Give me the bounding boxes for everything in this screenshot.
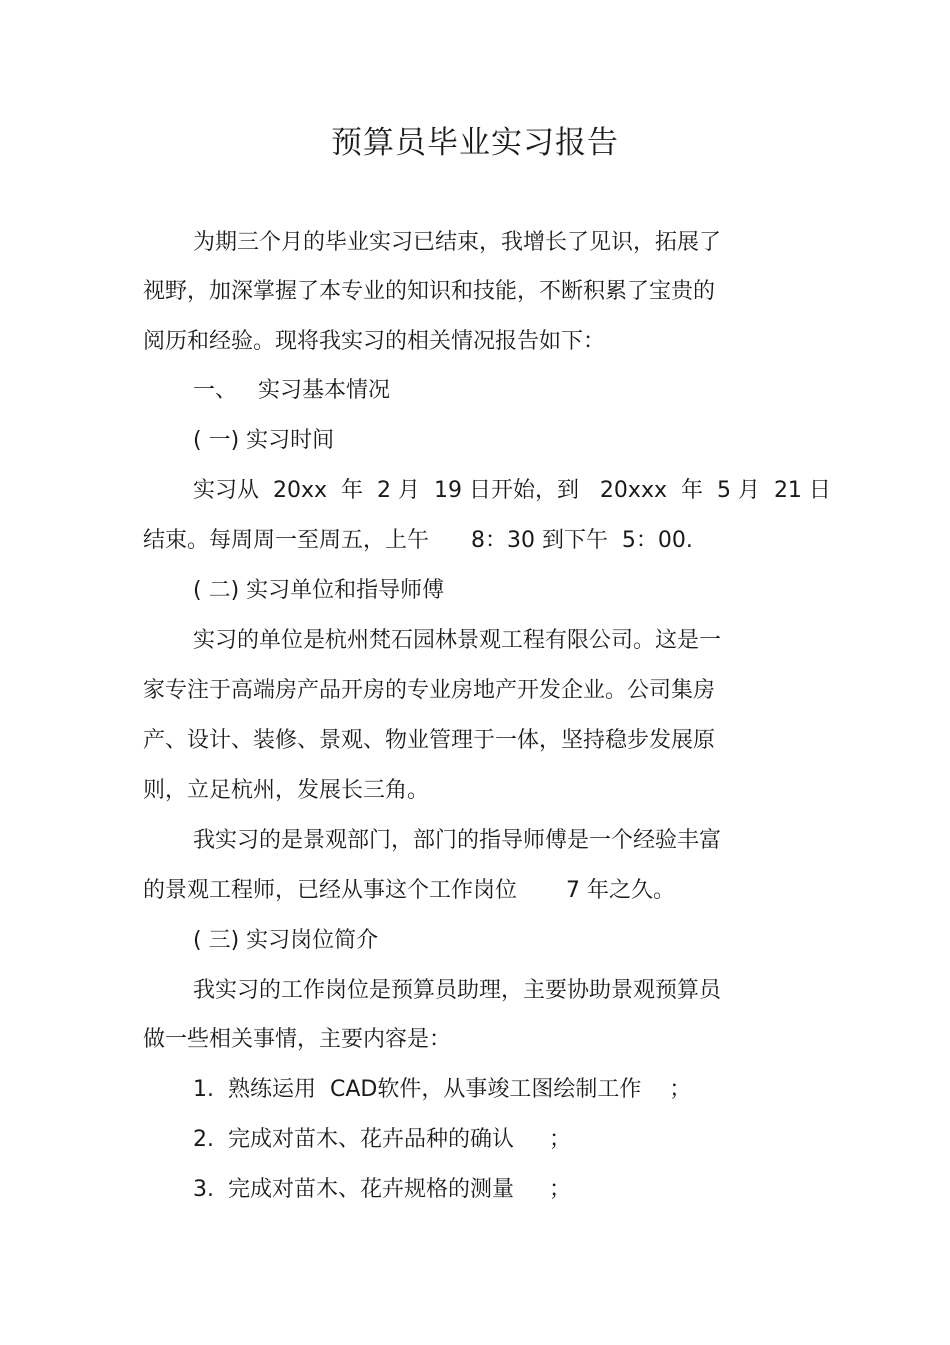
paragraph-line: 2. 完成对苗木、花卉品种的确认 ； <box>193 1127 571 1152</box>
paragraph-line: 家专注于高端房产品开房的专业房地产开发企业。公司集房 <box>143 678 716 703</box>
paragraph-line: 的景观工程师，已经从事这个工作岗位 7 年之久。 <box>143 878 675 903</box>
paragraph-line: 实习的单位是杭州梵石园林景观工程有限公司。这是一 <box>193 628 722 653</box>
paragraph-line: 结束。每周周一至周五，上午 8：30 到下午 5：00. <box>143 528 693 553</box>
paragraph-line: 视野，加深掌握了本专业的知识和技能，不断积累了宝贵的 <box>143 279 716 304</box>
paragraph-line: 一、 实习基本情况 <box>193 378 390 403</box>
paragraph-line: 3. 完成对苗木、花卉规格的测量 ； <box>193 1177 571 1202</box>
paragraph-line: 我实习的是景观部门，部门的指导师傅是一个经验丰富 <box>193 828 722 853</box>
paragraph-line: 阅历和经验。现将我实习的相关情况报告如下： <box>143 329 606 354</box>
paragraph-line: 则，立足杭州，发展长三角。 <box>143 778 430 803</box>
paragraph-line: ( 三) 实习岗位简介 <box>193 928 379 953</box>
paragraph-line: 实习从 20xx 年 2 月 19 日开始，到 20xxx 年 5 月 21 日 <box>193 478 831 503</box>
paragraph-line: 产、设计、装修、景观、物业管理于一体，坚持稳步发展原 <box>143 728 716 753</box>
paragraph-line: 1. 熟练运用 CAD软件，从事竣工图绘制工作 ； <box>193 1077 692 1102</box>
paragraph-line: ( 一) 实习时间 <box>193 428 335 453</box>
paragraph-line: 我实习的工作岗位是预算员助理，主要协助景观预算员 <box>193 978 722 1003</box>
paragraph-line: ( 二) 实习单位和指导师傅 <box>193 578 445 603</box>
paragraph-line: 为期三个月的毕业实习已结束，我增长了见识，拓展了 <box>193 230 722 255</box>
paragraph-line: 做一些相关事情，主要内容是： <box>143 1027 452 1052</box>
document-title: 预算员毕业实习报告 <box>331 125 619 161</box>
